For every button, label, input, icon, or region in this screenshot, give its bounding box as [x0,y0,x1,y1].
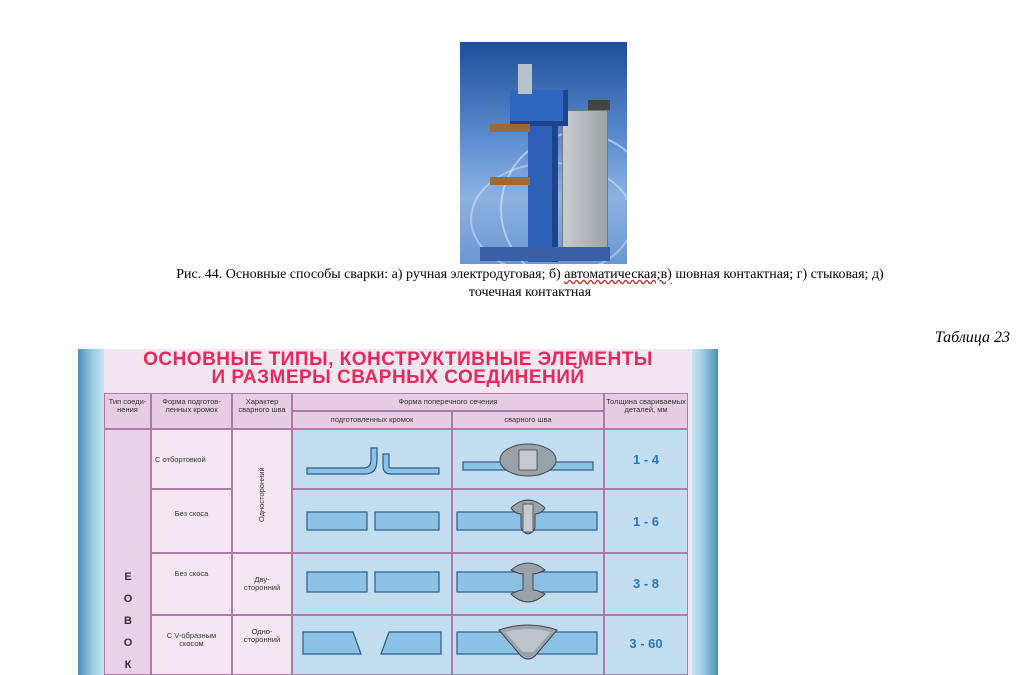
upper-electrode-arm [490,124,530,132]
poster-title-line-2: И РАЗМЕРЫ СВАРНЫХ СОЕДИНЕНИЙ [211,367,585,388]
type-letter: В [124,615,132,627]
row1-edge-form-text: С отбортовкой [155,455,206,464]
header-weld-seam [452,411,604,429]
row3-edge-form [151,553,232,615]
type-letter: О [123,593,133,605]
row4-prepared-edges [292,615,452,675]
row3-thickness [604,553,688,615]
row3-prepared-edges [292,553,452,615]
table-label: Таблица 23 [934,329,1010,346]
row3-character [232,553,292,615]
header-weld-seam-text: сварного шва [504,415,552,424]
header-prepared-edges [292,411,452,429]
row2-weld-seam [452,489,604,553]
caption-underlined-part: автоматическая;в) [564,267,672,282]
welding-joints-poster [78,349,718,675]
row3-weld-seam [452,553,604,615]
square-weld-diagram [453,490,603,552]
header-thickness [604,393,688,429]
caption-part: шовная контактная; г) стыковая; д) [671,267,884,282]
flanged-weld-diagram [453,430,603,488]
row1-prepared-edges [292,429,452,489]
row2-edge-form-text: Без скоса [174,509,209,518]
row1-thickness-text: 1 - 4 [632,452,659,467]
header-seam-character-text: Характер сварного шва [238,397,286,414]
type-letters [121,566,135,675]
row4-weld-seam [452,615,604,675]
poster-frame-right [692,349,718,675]
type-letter: О [123,637,133,649]
row4-thickness-text: 3 - 60 [629,636,663,651]
header-thickness-text: Толщина свариваемых деталей, мм [606,397,686,414]
header-edge-form-text: Форма подготов-ленных кромок [162,397,221,414]
row12-character [232,429,292,553]
header-cross-section-text: Форма поперечного сечения [398,397,498,406]
control-panel [588,100,610,110]
row4-edge-form-text: С V-образным скосом [166,631,217,648]
row4-thickness [604,615,688,675]
v-bevel-edges-diagram [293,616,451,674]
machine-cabinet [562,110,608,252]
row4-character-text: Одно-сторонний [243,627,281,644]
row2-edge-form [151,489,232,553]
type-letter: Е [124,571,132,583]
row1-edge-form [151,429,232,489]
row2-prepared-edges [292,489,452,553]
row3-character-text: Дву-сторонний [243,575,281,592]
header-prepared-edges-text: подготовленных кромок [330,415,414,424]
row2-thickness-text: 1 - 6 [632,514,659,529]
row4-character [232,615,292,675]
v-weld-diagram [453,616,603,674]
machine-head [510,90,568,126]
welding-machine-photo [460,42,627,264]
caption-line-2: точечная контактная [468,285,592,300]
type-cell [104,429,151,675]
header-seam-character [232,393,292,429]
double-sided-weld-diagram [453,554,603,614]
square-edges-diagram [293,490,451,552]
figure-caption [60,266,1000,302]
header-type [104,393,151,429]
pneumatic-cylinder [518,64,532,94]
row2-thickness [604,489,688,553]
poster-frame-left [78,349,104,675]
row1-character-text: Односторонний [257,467,266,523]
lower-electrode-arm [490,177,530,185]
square-edges-diagram-2 [293,554,451,614]
row1-weld-seam [452,429,604,489]
row1-thickness [604,429,688,489]
poster-title [104,351,692,387]
type-letter: К [124,659,132,671]
header-cross-section [292,393,604,411]
caption-part: Рис. 44. Основные способы сварки: а) ручная электродуговая; б) [176,267,565,282]
poster-sheet [104,349,692,675]
row3-thickness-text: 3 - 8 [632,576,659,591]
flanged-edges-diagram [293,430,451,488]
row3-edge-form-text: Без скоса [174,569,209,578]
poster-title-line-1: ОСНОВНЫЕ ТИПЫ, КОНСТРУКТИВНЫЕ ЭЛЕМЕНТЫ [143,349,653,370]
header-type-text: Тип соеди-нения [108,397,147,414]
header-edge-form [151,393,232,429]
row4-edge-form [151,615,232,675]
machine-base [480,247,610,261]
